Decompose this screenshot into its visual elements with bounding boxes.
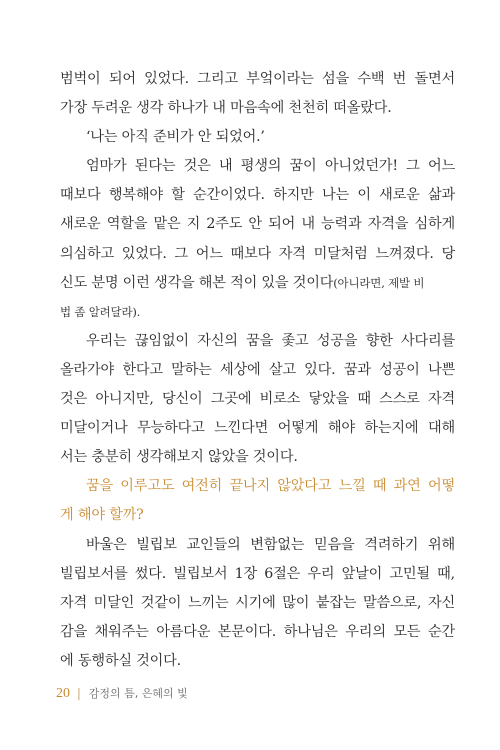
highlight-question-line: 게 해야 할까?: [60, 507, 144, 524]
text-line-with-aside: [60, 269, 455, 298]
text-line: 때보다 행복해야 할 순간이었다. 하지만 나는 이 새로운 삶과: [60, 187, 455, 204]
text-line: 감을 채워주는 아름다운 본문이다. 하나님은 우리의 모든 순간: [60, 623, 455, 640]
page-body: [60, 65, 455, 676]
text-line: 서는 충분히 생각해보지 않았을 것이다.: [60, 449, 298, 466]
text-line: 엄마가 된다는 것은 내 평생의 꿈이 아니었던가! 그 어느: [86, 158, 455, 175]
text-line: 자격 미달인 것같이 느끼는 시기에 많이 붙잡는 말씀으로, 자신: [60, 594, 455, 611]
text-line: 미달이거나 무능하다고 느낀다면 어떻게 해야 하는지에 대해: [60, 420, 455, 437]
footer-separator: |: [76, 686, 81, 700]
page-footer: [56, 683, 188, 703]
book-title: 감정의 틈, 은혜의 빛: [88, 687, 188, 700]
aside-text: (아니라면, 제발 비: [333, 275, 425, 290]
text-line: 올라가야 한다고 말하는 세상에 살고 있다. 꿈과 성공이 나쁜: [60, 361, 455, 378]
aside-line: 법 좀 알려달라).: [60, 304, 141, 319]
text-segment: 신도 분명 이런 생각을 해본 적이 있을 것이다: [60, 274, 334, 291]
text-line: 바울은 빌립보 교인들의 변함없는 믿음을 격려하기 위해: [86, 536, 455, 553]
text-line: 가장 두려운 생각 하나가 내 마음속에 천천히 떠올랐다.: [60, 100, 392, 117]
quote-line: ‘나는 아직 준비가 안 되었어.’: [86, 129, 265, 146]
text-line: 우리는 끊임없이 자신의 꿈을 좇고 성공을 향한 사다리를: [86, 332, 455, 349]
text-line: 의심하고 있었다. 그 어느 때보다 자격 미달처럼 느껴졌다. 당: [60, 245, 455, 262]
page-number: 20: [56, 686, 70, 701]
text-line: 범벅이 되어 있었다. 그리고 부엌이라는 섬을 수백 번 돌면서: [60, 71, 455, 87]
text-line: 새로운 역할을 맡은 지 2주도 안 되어 내 능력과 자격을 심하게: [60, 216, 455, 233]
highlight-question-line: 꿈을 이루고도 여전히 끝나지 않았다고 느낄 때 과연 어떻: [86, 478, 455, 495]
text-line: 빌립보서를 썼다. 빌립보서 1장 6절은 우리 앞날이 고민될 때,: [60, 565, 455, 582]
text-line: 에 동행하실 것이다.: [60, 652, 181, 669]
text-line: 것은 아니지만, 당신이 그곳에 비로소 닿았을 때 스스로 자격: [60, 391, 455, 408]
